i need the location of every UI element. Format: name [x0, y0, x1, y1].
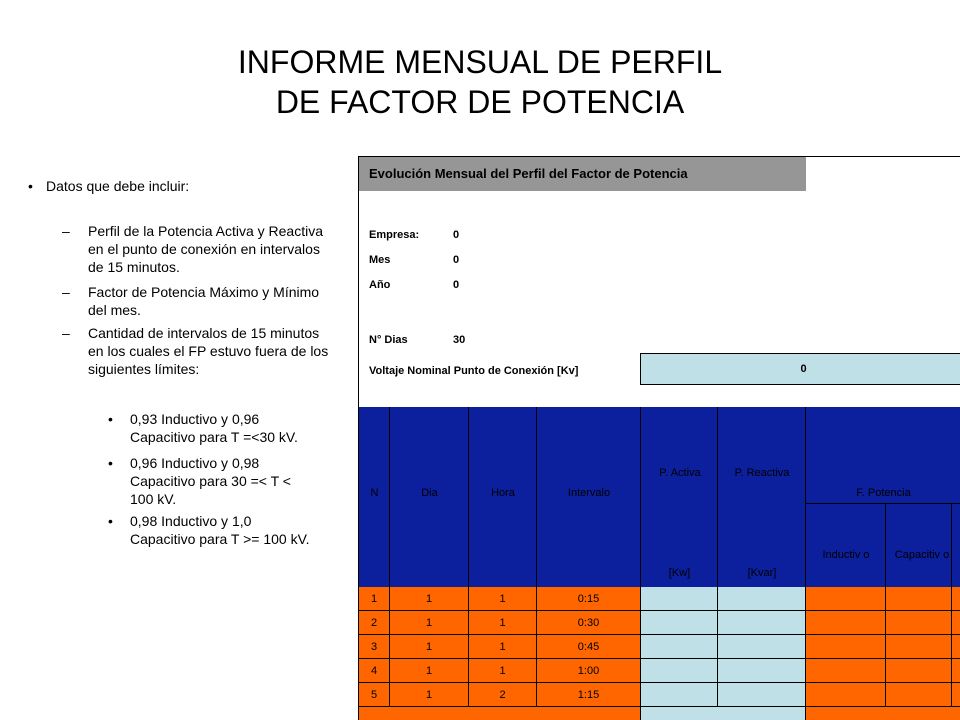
cell-intervalo[interactable]: 0:15 [537, 587, 641, 611]
cell-extra[interactable] [952, 683, 960, 707]
sheet-header-title: Evolución Mensual del Perfil del Factor de Potencia [359, 157, 806, 191]
field-value-mes: 0 [453, 254, 460, 266]
spreadsheet-panel [358, 156, 960, 720]
col-dia-label: Dia [421, 487, 438, 499]
cell-p-reactiva[interactable] [718, 659, 806, 683]
cell-intervalo[interactable]: 1:00 [537, 659, 641, 683]
cell-p-activa[interactable] [641, 659, 718, 683]
cell-partial[interactable] [641, 707, 806, 720]
table-row [359, 659, 960, 683]
col-capacitivo-label: Capacitiv o [894, 549, 950, 561]
bullet-dot-icon: • [108, 455, 113, 471]
cell-hora[interactable]: 1 [469, 587, 537, 611]
cell-hora[interactable]: 1 [469, 635, 537, 659]
cell-capacitivo[interactable] [886, 635, 952, 659]
col-capacitivo-header [886, 504, 952, 587]
slide-title [0, 42, 960, 122]
table-row [359, 587, 960, 611]
cell-partial[interactable] [806, 707, 960, 720]
cell-extra[interactable] [952, 587, 960, 611]
cell-dia[interactable]: 1 [390, 683, 469, 707]
cell-p-reactiva[interactable] [718, 587, 806, 611]
cell-extra[interactable] [952, 635, 960, 659]
cell-capacitivo[interactable] [886, 587, 952, 611]
field-value-ano: 0 [453, 279, 460, 291]
col-intervalo-label: Intervalo [567, 487, 611, 499]
cell-hora[interactable]: 2 [469, 683, 537, 707]
col-p-reactiva-header [718, 407, 806, 587]
bullet-dot-icon: • [108, 513, 113, 529]
field-label-mes: Mes [369, 254, 391, 266]
col-n-label: N [370, 487, 379, 499]
cell-dia[interactable]: 1 [390, 635, 469, 659]
sub-item-text: Cantidad de intervalos de 15 minutos en los cuales el FP estuvo fuera de los siguientes límites: [88, 325, 329, 377]
limit-text: 0,98 Inductivo y 1,0 Capacitivo para T >= 100 kV. [130, 513, 310, 547]
table-row [359, 635, 960, 659]
cell-n[interactable]: 3 [359, 635, 390, 659]
cell-capacitivo[interactable] [886, 683, 952, 707]
col-p-reactiva-unit: [Kvar] [747, 567, 777, 579]
voltage-value: 0 [800, 363, 807, 375]
field-value-empresa: 0 [453, 229, 460, 241]
cell-partial[interactable] [359, 707, 641, 720]
col-p-activa-unit: [Kw] [668, 567, 691, 579]
cell-p-reactiva[interactable] [718, 635, 806, 659]
cell-dia[interactable]: 1 [390, 611, 469, 635]
col-p-activa-label: P. Activa [659, 467, 701, 479]
col-hora-label: Hora [491, 487, 515, 499]
cell-p-activa[interactable] [641, 587, 718, 611]
table-row [359, 611, 960, 635]
cell-inductivo[interactable] [806, 635, 886, 659]
cell-n[interactable]: 2 [359, 611, 390, 635]
cell-inductivo[interactable] [806, 611, 886, 635]
cell-capacitivo[interactable] [886, 659, 952, 683]
limit-text: 0,96 Inductivo y 0,98 Capacitivo para 30 =< T < 100 kV. [130, 455, 291, 507]
field-label-ano: Año [369, 279, 391, 291]
field-label-dias: N° Dias [369, 334, 408, 346]
col-dia-header [390, 407, 469, 587]
cell-p-activa[interactable] [641, 683, 718, 707]
cell-p-reactiva[interactable] [718, 611, 806, 635]
cell-extra[interactable] [952, 611, 960, 635]
bullet-dot-icon: • [28, 178, 33, 194]
voltage-value-cell[interactable] [640, 353, 960, 385]
cell-p-activa[interactable] [641, 635, 718, 659]
cell-capacitivo[interactable] [886, 611, 952, 635]
field-label-empresa: Empresa: [369, 229, 420, 241]
col-intervalo-header [537, 407, 641, 587]
main-bullet-text: Datos que debe incluir: [46, 178, 190, 194]
cell-inductivo[interactable] [806, 659, 886, 683]
col-p-activa-header [641, 407, 718, 587]
voltage-label: Voltaje Nominal Punto de Conexión [Kv] [369, 365, 579, 377]
cell-inductivo[interactable] [806, 587, 886, 611]
col-hora-header [469, 407, 537, 587]
table-header [359, 407, 960, 587]
col-n-header [359, 407, 390, 587]
title-line-2: DE FACTOR DE POTENCIA [275, 84, 685, 120]
sub-item-text: Perfil de la Potencia Activa y Reactiva en el punto de conexión en intervalos de 15 minutos. [88, 223, 324, 275]
col-p-reactiva-label: P. Reactiva [734, 467, 790, 479]
title-line-1: INFORME MENSUAL DE PERFIL [237, 44, 723, 80]
cell-inductivo[interactable] [806, 683, 886, 707]
table-row [359, 683, 960, 707]
cell-p-activa[interactable] [641, 611, 718, 635]
cell-extra[interactable] [952, 659, 960, 683]
col-f-potencia-label: F. Potencia [856, 487, 911, 499]
cell-n[interactable]: 5 [359, 683, 390, 707]
sub-item-text: Factor de Potencia Máximo y Mínimo del mes. [88, 284, 320, 318]
cell-n[interactable]: 1 [359, 587, 390, 611]
col-inductivo-label: Inductiv o [822, 549, 870, 561]
table-row-partial [359, 707, 960, 720]
field-value-dias: 30 [453, 334, 466, 346]
cell-p-reactiva[interactable] [718, 683, 806, 707]
cell-n[interactable]: 4 [359, 659, 390, 683]
bullet-dot-icon: • [108, 411, 113, 427]
col-inductivo-header [806, 504, 886, 587]
cell-hora[interactable]: 1 [469, 611, 537, 635]
cell-hora[interactable]: 1 [469, 659, 537, 683]
cell-dia[interactable]: 1 [390, 587, 469, 611]
dash-icon: – [62, 223, 70, 239]
cell-intervalo[interactable]: 1:15 [537, 683, 641, 707]
cell-intervalo[interactable]: 0:30 [537, 611, 641, 635]
dash-icon: – [62, 284, 70, 300]
cell-dia[interactable]: 1 [390, 659, 469, 683]
limit-text: 0,93 Inductivo y 0,96 Capacitivo para T =<30 kV. [130, 411, 298, 445]
col-f-potencia-header [806, 407, 960, 504]
dash-icon: – [62, 325, 70, 341]
col-extra-header [952, 504, 960, 587]
cell-intervalo[interactable]: 0:45 [537, 635, 641, 659]
